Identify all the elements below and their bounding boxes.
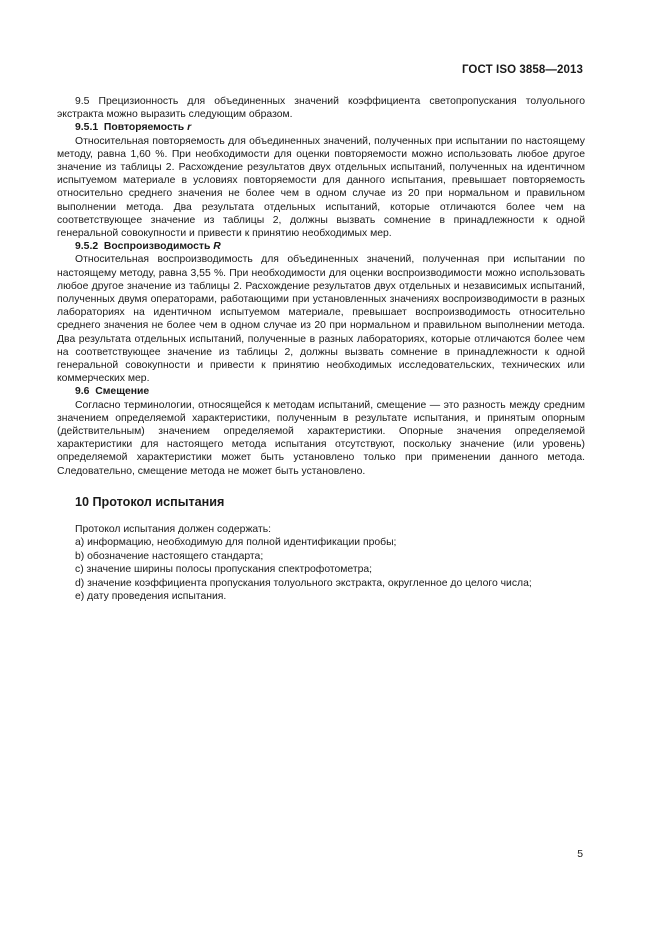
heading-number: 9.6 [75,386,90,398]
paragraph-9-5: 9.5 Прецизионность для объединенных значений коэффициента светопропускания толуольного экстракта можно выразить следующим образом. [57,96,585,121]
document-body [57,95,585,603]
heading-number: 9.5.1 [75,122,99,134]
heading-number: 9.5.2 [75,241,99,253]
report-contents-list [57,523,585,603]
heading-9-6 [57,385,585,398]
heading-title: Смещение [95,386,150,398]
heading-variable: r [187,122,192,134]
paragraph-9-5-1: Относительная повторяемость для объединенных значений, полученных при испытании по настоящему методу, равна 1,60 %. При необходимости для оценки повторяемости можно использовать любое другое значение из таблицы 2. Расхождение результатов двух отдельных испытаний, полученных на идентичном испытуемом материале в условиях повторяемости для данного испытания, превышает повторяемость относительно среднего значения не более чем в одном случае из 20 при нормальном и правильном выполнении метода. Два результата отдельных испытаний, которые отличаются более чем на соответствующее значение из таблицы 2, должны вызвать сомнение в принадлежности к одной генеральной совокупности и привести к принятию необходимых мер. [57,135,585,240]
heading-9-5-2 [57,240,585,253]
heading-title: Воспроизводимость [103,241,211,253]
section-10-title: 10 Протокол испытания [75,494,225,509]
list-intro: Протокол испытания должен содержать: [75,523,272,535]
heading-variable: R [213,241,221,253]
page-number: 5 [577,849,583,860]
list-item: c) значение ширины полосы пропускания спектрофотометра; [75,564,373,576]
heading-title: Повторяемость [103,122,185,134]
list-item: d) значение коэффициента пропускания толуольного экстракта, округленное до целого числа; [75,577,532,589]
paragraph-9-6: Согласно терминологии, относящейся к методам испытаний, смещение — это разность между средним значением определяемой характеристики, полученным в результате испытания, и принятым опорным (действительным) значением определяемой характеристики. Опорные значения определяемой характеристики для настоящего метода испытания отсутствуют, поскольку значение (или уровень) определяемой характеристики может быть установлено только при применении данного метода. Следовательно, смещение метода не может быть установлено. [57,399,585,477]
standard-code: ГОСТ ISO 3858—2013 [461,64,583,76]
paragraph-9-5-2: Относительная воспроизводимость для объединенных значений, полученная при испытании по настоящему методу, равна 3,55 %. При необходимости для оценки воспроизводимости можно использовать любое другое значение из таблицы 2. Расхождение результатов двух отдельных и независимых испытаний, полученных двумя операторами, работающими при установленных значениях воспроизводимости в разных лабораториях на идентичном испытуемом материале, превышает воспроизводимость относительно среднего значения не более чем в одном случае из 20 при нормальном и правильном выполнении метода. Два результата отдельных испытаний, полученные в разных лабораториях, которые отличаются более чем на соответствующее значение из таблицы 2, должны вызвать сомнение в принадлежности к одной генеральной совокупности и привести к принятию необходимых исследовательских, технических или коммерческих мер. [57,254,585,385]
list-item: b) обозначение настоящего стандарта; [75,550,264,562]
heading-9-5-1 [57,121,585,134]
list-item: e) дату проведения испытания. [75,590,227,602]
list-item: a) информацию, необходимую для полной идентификации пробы; [75,537,397,549]
